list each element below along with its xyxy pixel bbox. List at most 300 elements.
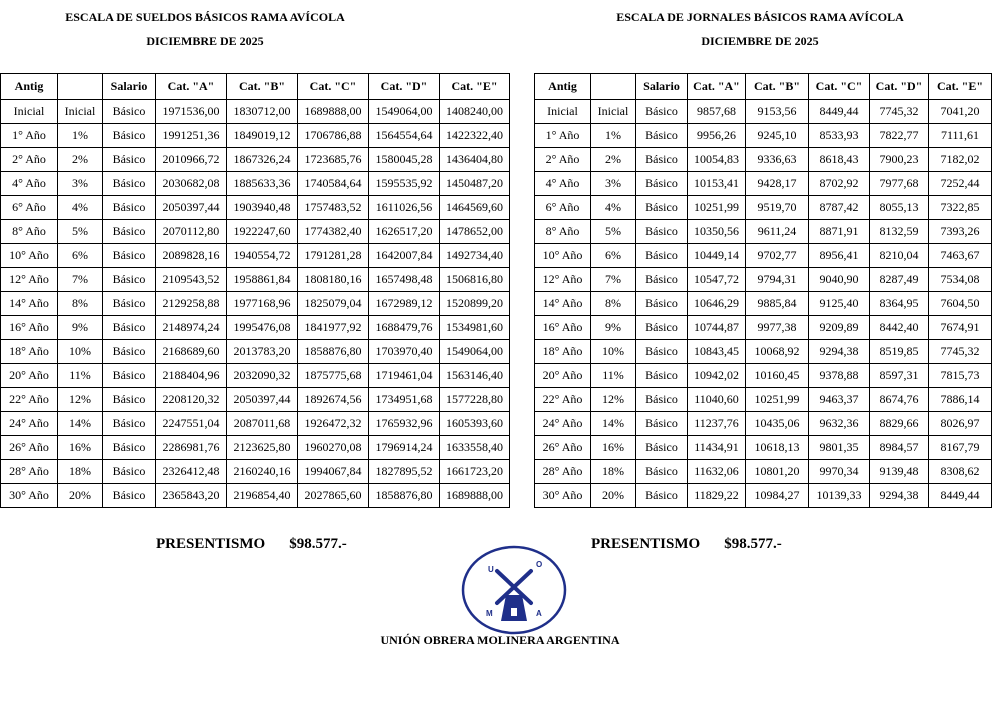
table-cell: 8° Año	[1, 220, 58, 244]
table-cell: Inicial	[58, 100, 103, 124]
table-cell: Básico	[103, 244, 156, 268]
table-cell: 4%	[591, 196, 636, 220]
table-cell: Básico	[103, 460, 156, 484]
table-cell: 1740584,64	[298, 172, 369, 196]
table-cell: 10646,29	[688, 292, 746, 316]
table-cell: 1875775,68	[298, 364, 369, 388]
table-cell: 7977,68	[870, 172, 929, 196]
table-cell: 4° Año	[535, 172, 591, 196]
table-cell: 11632,06	[688, 460, 746, 484]
table-cell: 1672989,12	[369, 292, 440, 316]
table-cell: 6° Año	[535, 196, 591, 220]
table-cell: 9209,89	[809, 316, 870, 340]
table-cell: 10942,02	[688, 364, 746, 388]
table-cell: 14%	[591, 412, 636, 436]
logo-letter-a: A	[536, 609, 542, 618]
table-cell: 22° Año	[1, 388, 58, 412]
table-cell: 8597,31	[870, 364, 929, 388]
table-cell: 7252,44	[929, 172, 992, 196]
table-cell: 7745,32	[870, 100, 929, 124]
table-cell: 6%	[591, 244, 636, 268]
table-cell: 1706786,88	[298, 124, 369, 148]
table-cell: 3%	[591, 172, 636, 196]
table-cell: 2089828,16	[156, 244, 227, 268]
table-cell: 8449,44	[809, 100, 870, 124]
table-cell: Básico	[103, 196, 156, 220]
table-cell: 1808180,16	[298, 268, 369, 292]
table-row	[1, 436, 510, 460]
table-cell: 1657498,48	[369, 268, 440, 292]
table-cell: Básico	[103, 124, 156, 148]
table-cell: 2208120,32	[156, 388, 227, 412]
table-cell: Básico	[636, 124, 688, 148]
table-cell: 16° Año	[535, 316, 591, 340]
table-cell: 8%	[591, 292, 636, 316]
table-cell: 10° Año	[1, 244, 58, 268]
column-header: Cat. "A"	[156, 74, 227, 100]
table-cell: 2129258,88	[156, 292, 227, 316]
table-cell: 1492734,40	[440, 244, 510, 268]
table-cell: 1991251,36	[156, 124, 227, 148]
table-cell: 1689888,00	[298, 100, 369, 124]
table-header-row	[535, 74, 992, 100]
table-cell: Básico	[636, 436, 688, 460]
table-cell: 10618,13	[746, 436, 809, 460]
column-header: Cat. "B"	[746, 74, 809, 100]
table-cell: 8829,66	[870, 412, 929, 436]
table-cell: 9519,70	[746, 196, 809, 220]
table-cell: 4° Año	[1, 172, 58, 196]
table-cell: Básico	[636, 460, 688, 484]
table-cell: 8442,40	[870, 316, 929, 340]
table-cell: 18%	[591, 460, 636, 484]
table-row	[535, 364, 992, 388]
table-cell: Básico	[103, 268, 156, 292]
table-cell: 24° Año	[1, 412, 58, 436]
table-cell: 9611,24	[746, 220, 809, 244]
table-cell: 14%	[58, 412, 103, 436]
table-cell: 1796914,24	[369, 436, 440, 460]
table-cell: 9378,88	[809, 364, 870, 388]
table-cell: 9977,38	[746, 316, 809, 340]
table-cell: Básico	[636, 268, 688, 292]
table-row	[1, 196, 510, 220]
table-cell: 1° Año	[1, 124, 58, 148]
table-cell: 1564554,64	[369, 124, 440, 148]
column-header: Cat. "C"	[298, 74, 369, 100]
table-cell: Básico	[636, 340, 688, 364]
table-cell: 7534,08	[929, 268, 992, 292]
table-cell: 7674,91	[929, 316, 992, 340]
table-cell: Básico	[636, 244, 688, 268]
logo-letter-u: U	[488, 565, 494, 574]
table-cell: Básico	[103, 172, 156, 196]
right-presentismo	[591, 536, 782, 553]
table-cell: 1723685,76	[298, 148, 369, 172]
table-cell: 6%	[58, 244, 103, 268]
table-cell: 11%	[591, 364, 636, 388]
table-cell: 8618,43	[809, 148, 870, 172]
table-cell: 1841977,92	[298, 316, 369, 340]
table-cell: 28° Año	[1, 460, 58, 484]
table-cell: 2160240,16	[227, 460, 298, 484]
table-cell: 8449,44	[929, 484, 992, 508]
table-cell: Básico	[103, 412, 156, 436]
table-cell: 11040,60	[688, 388, 746, 412]
table-cell: 1757483,52	[298, 196, 369, 220]
table-row	[1, 388, 510, 412]
table-cell: 1626517,20	[369, 220, 440, 244]
table-cell: 1595535,92	[369, 172, 440, 196]
table-cell: Básico	[636, 148, 688, 172]
table-cell: 11434,91	[688, 436, 746, 460]
table-cell: 10801,20	[746, 460, 809, 484]
table-cell: 2087011,68	[227, 412, 298, 436]
table-cell: 10843,45	[688, 340, 746, 364]
table-cell: 2286981,76	[156, 436, 227, 460]
table-cell: 1577228,80	[440, 388, 510, 412]
column-header: Cat. "D"	[870, 74, 929, 100]
table-cell: 1605393,60	[440, 412, 510, 436]
table-cell: 2027865,60	[298, 484, 369, 508]
table-cell: 16%	[58, 436, 103, 460]
table-cell: 8787,42	[809, 196, 870, 220]
table-cell: 16%	[591, 436, 636, 460]
table-cell: 2109543,52	[156, 268, 227, 292]
table-cell: 12%	[591, 388, 636, 412]
table-cell: 1549064,00	[440, 340, 510, 364]
presentismo-value: $98.577.-	[289, 536, 347, 552]
table-cell: 1765932,96	[369, 412, 440, 436]
table-cell: Básico	[636, 292, 688, 316]
table-cell: 8533,93	[809, 124, 870, 148]
column-header: Cat. "C"	[809, 74, 870, 100]
table-cell: 10435,06	[746, 412, 809, 436]
table-cell: 9040,90	[809, 268, 870, 292]
table-cell: 8984,57	[870, 436, 929, 460]
table-cell: 10449,14	[688, 244, 746, 268]
table-row	[1, 364, 510, 388]
presentismo-label: PRESENTISMO	[156, 536, 266, 552]
table-cell: 9125,40	[809, 292, 870, 316]
table-row	[1, 460, 510, 484]
table-cell: 10547,72	[688, 268, 746, 292]
table-cell: Básico	[103, 100, 156, 124]
table-cell: 1520899,20	[440, 292, 510, 316]
table-cell: 9139,48	[870, 460, 929, 484]
table-cell: 3%	[58, 172, 103, 196]
table-cell: 1958861,84	[227, 268, 298, 292]
table-cell: 2365843,20	[156, 484, 227, 508]
table-cell: 8364,95	[870, 292, 929, 316]
table-cell: Básico	[636, 196, 688, 220]
right-subtitle: DICIEMBRE DE 2025	[701, 34, 819, 48]
table-cell: 2° Año	[535, 148, 591, 172]
table-row	[535, 340, 992, 364]
table-cell: 1436404,80	[440, 148, 510, 172]
table-cell: 10984,27	[746, 484, 809, 508]
table-cell: 2168689,60	[156, 340, 227, 364]
table-cell: 1408240,00	[440, 100, 510, 124]
table-cell: 7604,50	[929, 292, 992, 316]
table-cell: 18° Año	[535, 340, 591, 364]
column-header: Cat. "D"	[369, 74, 440, 100]
table-cell: 8702,92	[809, 172, 870, 196]
table-row	[535, 292, 992, 316]
left-presentismo	[156, 536, 347, 553]
table-cell: 2326412,48	[156, 460, 227, 484]
table-row	[535, 244, 992, 268]
table-cell: 1995476,08	[227, 316, 298, 340]
table-row	[535, 220, 992, 244]
table-row	[1, 316, 510, 340]
column-header: Cat. "B"	[227, 74, 298, 100]
table-cell: 10251,99	[688, 196, 746, 220]
table-cell: 9428,17	[746, 172, 809, 196]
table-cell: 8167,79	[929, 436, 992, 460]
sueldos-table	[0, 73, 510, 508]
table-cell: 1858876,80	[298, 340, 369, 364]
table-cell: Básico	[103, 364, 156, 388]
table-cell: 1464569,60	[440, 196, 510, 220]
table-row	[1, 292, 510, 316]
table-cell: 1849019,12	[227, 124, 298, 148]
table-cell: Básico	[103, 148, 156, 172]
table-cell: Básico	[103, 340, 156, 364]
table-cell: Básico	[103, 316, 156, 340]
table-cell: Básico	[103, 220, 156, 244]
table-row	[535, 436, 992, 460]
table-cell: Básico	[636, 484, 688, 508]
table-cell: 9336,63	[746, 148, 809, 172]
table-cell: 24° Año	[535, 412, 591, 436]
table-cell: 8026,97	[929, 412, 992, 436]
table-cell: 10%	[58, 340, 103, 364]
table-cell: Básico	[636, 388, 688, 412]
table-cell: 1774382,40	[298, 220, 369, 244]
table-cell: 1885633,36	[227, 172, 298, 196]
left-title: ESCALA DE SUELDOS BÁSICOS RAMA AVÍCOLA	[65, 10, 345, 24]
table-cell: 8674,76	[870, 388, 929, 412]
table-row	[1, 268, 510, 292]
table-cell: 9702,77	[746, 244, 809, 268]
table-cell: 9970,34	[809, 460, 870, 484]
table-cell: 14° Año	[535, 292, 591, 316]
table-cell: Inicial	[535, 100, 591, 124]
table-cell: 10160,45	[746, 364, 809, 388]
logo-letter-o: O	[536, 560, 543, 569]
table-cell: 16° Año	[1, 316, 58, 340]
table-cell: 1922247,60	[227, 220, 298, 244]
table-cell: 1830712,00	[227, 100, 298, 124]
table-cell: 7%	[591, 268, 636, 292]
table-cell: 1%	[58, 124, 103, 148]
table-cell: 30° Año	[535, 484, 591, 508]
table-cell: 8132,59	[870, 220, 929, 244]
table-cell: 2013783,20	[227, 340, 298, 364]
column-header: Salario	[636, 74, 688, 100]
table-cell: 8956,41	[809, 244, 870, 268]
table-cell: Básico	[103, 484, 156, 508]
table-cell: 1422322,40	[440, 124, 510, 148]
table-cell: 6° Año	[1, 196, 58, 220]
table-cell: 2° Año	[1, 148, 58, 172]
table-cell: 2050397,44	[156, 196, 227, 220]
table-row	[535, 316, 992, 340]
table-cell: 1719461,04	[369, 364, 440, 388]
table-cell: 9801,35	[809, 436, 870, 460]
left-subtitle: DICIEMBRE DE 2025	[146, 34, 264, 48]
table-cell: 4%	[58, 196, 103, 220]
table-row	[535, 196, 992, 220]
windmill-logo-icon	[461, 545, 567, 635]
table-cell: 8055,13	[870, 196, 929, 220]
table-cell: 2123625,80	[227, 436, 298, 460]
table-cell: 2030682,08	[156, 172, 227, 196]
table-cell: 26° Año	[1, 436, 58, 460]
table-cell: 26° Año	[535, 436, 591, 460]
table-cell: 8%	[58, 292, 103, 316]
table-cell: 8871,91	[809, 220, 870, 244]
table-cell: 5%	[58, 220, 103, 244]
table-cell: 9294,38	[870, 484, 929, 508]
table-cell: 7393,26	[929, 220, 992, 244]
table-cell: 2247551,04	[156, 412, 227, 436]
table-row	[1, 484, 510, 508]
table-cell: 7463,67	[929, 244, 992, 268]
table-cell: 20%	[58, 484, 103, 508]
table-cell: 9153,56	[746, 100, 809, 124]
table-cell: 1858876,80	[369, 484, 440, 508]
table-cell: 1867326,24	[227, 148, 298, 172]
table-cell: 1° Año	[535, 124, 591, 148]
table-row	[1, 340, 510, 364]
table-row	[1, 244, 510, 268]
table-cell: 7%	[58, 268, 103, 292]
table-cell: 1791281,28	[298, 244, 369, 268]
table-cell: 7111,61	[929, 124, 992, 148]
presentismo-value: $98.577.-	[724, 536, 782, 552]
table-cell: Básico	[636, 100, 688, 124]
table-cell: 12° Año	[1, 268, 58, 292]
table-row	[535, 484, 992, 508]
table-cell: 11829,22	[688, 484, 746, 508]
table-cell: 1689888,00	[440, 484, 510, 508]
table-row	[1, 412, 510, 436]
table-cell: 10153,41	[688, 172, 746, 196]
table-cell: 7886,14	[929, 388, 992, 412]
table-cell: 11%	[58, 364, 103, 388]
table-row	[1, 172, 510, 196]
table-cell: 1534981,60	[440, 316, 510, 340]
table-header-row	[1, 74, 510, 100]
column-header: Antig	[535, 74, 591, 100]
table-cell: 18%	[58, 460, 103, 484]
table-cell: 20° Año	[1, 364, 58, 388]
table-cell: Inicial	[591, 100, 636, 124]
table-cell: 10139,33	[809, 484, 870, 508]
table-cell: 2%	[591, 148, 636, 172]
table-row	[535, 100, 992, 124]
table-cell: 12° Año	[535, 268, 591, 292]
column-header: Salario	[103, 74, 156, 100]
table-row	[1, 148, 510, 172]
table-cell: Básico	[636, 316, 688, 340]
table-cell: 9463,37	[809, 388, 870, 412]
table-cell: 7041,20	[929, 100, 992, 124]
table-cell: 1549064,00	[369, 100, 440, 124]
table-cell: 10068,92	[746, 340, 809, 364]
table-cell: 7822,77	[870, 124, 929, 148]
table-cell: 1633558,40	[440, 436, 510, 460]
table-cell: 1478652,00	[440, 220, 510, 244]
table-cell: 9294,38	[809, 340, 870, 364]
column-header	[58, 74, 103, 100]
right-title: ESCALA DE JORNALES BÁSICOS RAMA AVÍCOLA	[616, 10, 904, 24]
table-cell: 1903940,48	[227, 196, 298, 220]
table-cell: 10744,87	[688, 316, 746, 340]
table-cell: 1506816,80	[440, 268, 510, 292]
table-row	[535, 388, 992, 412]
table-cell: 7322,85	[929, 196, 992, 220]
table-cell: 7182,02	[929, 148, 992, 172]
table-cell: 9%	[58, 316, 103, 340]
table-cell: 8308,62	[929, 460, 992, 484]
table-cell: 1971536,00	[156, 100, 227, 124]
table-cell: 10%	[591, 340, 636, 364]
table-cell: 2050397,44	[227, 388, 298, 412]
table-cell: 10054,83	[688, 148, 746, 172]
table-cell: 28° Año	[535, 460, 591, 484]
table-cell: 8519,85	[870, 340, 929, 364]
table-cell: 2010966,72	[156, 148, 227, 172]
table-cell: 1926472,32	[298, 412, 369, 436]
table-cell: 10350,56	[688, 220, 746, 244]
table-cell: 12%	[58, 388, 103, 412]
column-header: Antig	[1, 74, 58, 100]
table-cell: 2196854,40	[227, 484, 298, 508]
table-cell: 20%	[591, 484, 636, 508]
table-cell: 1611026,56	[369, 196, 440, 220]
table-row	[535, 412, 992, 436]
table-cell: 1661723,20	[440, 460, 510, 484]
presentismo-label: PRESENTISMO	[591, 536, 701, 552]
table-cell: 7900,23	[870, 148, 929, 172]
table-cell: 2070112,80	[156, 220, 227, 244]
table-cell: 2%	[58, 148, 103, 172]
table-cell: 1580045,28	[369, 148, 440, 172]
table-cell: 10° Año	[535, 244, 591, 268]
table-cell: 9632,36	[809, 412, 870, 436]
table-row	[1, 220, 510, 244]
table-cell: 18° Año	[1, 340, 58, 364]
table-cell: 1892674,56	[298, 388, 369, 412]
table-cell: 1977168,96	[227, 292, 298, 316]
table-cell: 1703970,40	[369, 340, 440, 364]
table-cell: 9857,68	[688, 100, 746, 124]
table-cell: 2032090,32	[227, 364, 298, 388]
table-cell: 2188404,96	[156, 364, 227, 388]
table-cell: 9794,31	[746, 268, 809, 292]
table-cell: 1827895,52	[369, 460, 440, 484]
jornales-table	[534, 73, 992, 508]
table-cell: 1940554,72	[227, 244, 298, 268]
column-header: Cat. "A"	[688, 74, 746, 100]
table-cell: Básico	[636, 172, 688, 196]
union-name: UNIÓN OBRERA MOLINERA ARGENTINA	[380, 633, 620, 647]
table-cell: 30° Año	[1, 484, 58, 508]
table-cell: 1960270,08	[298, 436, 369, 460]
